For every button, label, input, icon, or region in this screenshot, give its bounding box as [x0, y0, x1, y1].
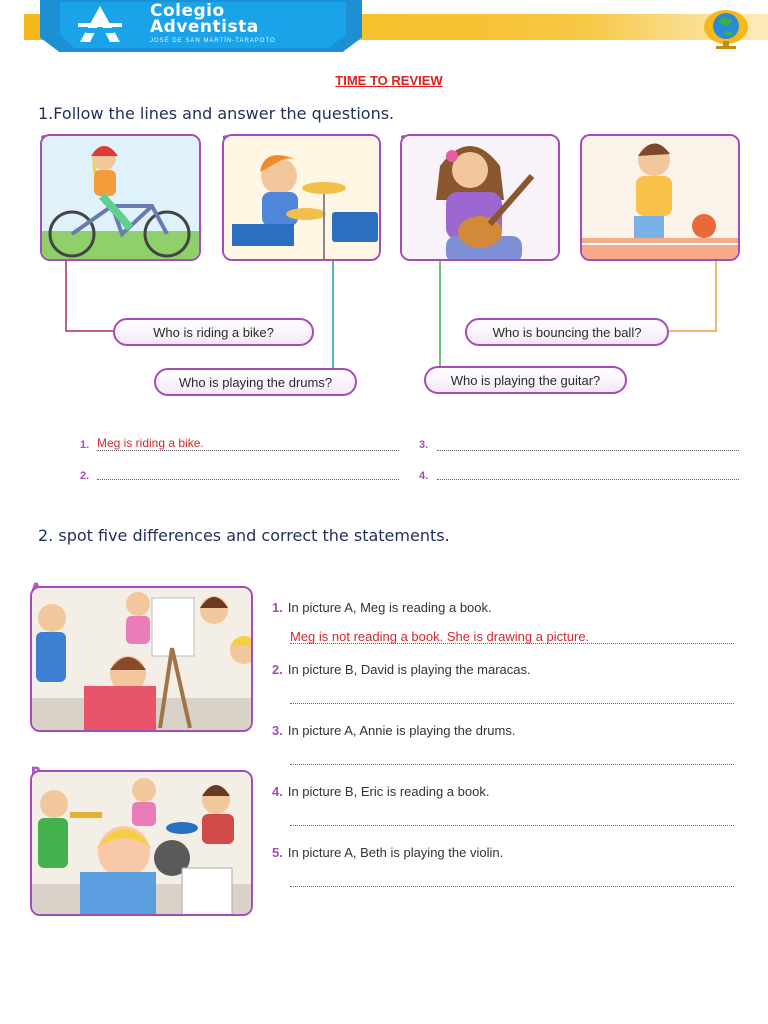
statement-answer-line-3[interactable]	[290, 764, 734, 765]
statement-number-2: 2.	[272, 662, 283, 677]
statement-answer-1: Meg is not reading a book. She is drawing a picture.	[290, 629, 590, 644]
picture-b	[30, 770, 253, 916]
statement-text-2: In picture B, David is playing the maracas.	[287, 662, 531, 677]
question-guitar: Who is playing the guitar?	[424, 366, 627, 394]
answer-number-1: 1.	[80, 439, 90, 451]
statement-number-4: 4.	[272, 784, 283, 799]
picture-a	[30, 586, 253, 732]
statement-text-4: In picture B, Eric is reading a book.	[287, 784, 490, 799]
statement-2	[272, 662, 531, 677]
statement-text-1: In picture A, Meg is reading a book.	[287, 600, 492, 615]
line-bike	[66, 261, 116, 331]
page-title: TIME TO REVIEW	[335, 73, 443, 88]
school-subtitle: JOSÉ DE SAN MARTÍN-TARAPOTO	[150, 38, 276, 44]
statement-answer-line-5[interactable]	[290, 886, 734, 887]
question-drums: Who is playing the drums?	[154, 368, 357, 396]
picture-a-illustration	[32, 588, 253, 732]
statement-4	[272, 784, 489, 799]
statement-text-3: In picture A, Annie is playing the drums.	[287, 723, 516, 738]
answer-line-3[interactable]	[437, 450, 739, 451]
line-drums	[333, 261, 356, 380]
answer-number-4: 4.	[419, 470, 429, 482]
picture-b-illustration	[32, 772, 253, 916]
answer-number-2: 2.	[80, 470, 90, 482]
statement-1	[272, 600, 492, 615]
statement-text-5: In picture A, Beth is playing the violin.	[287, 845, 504, 860]
answer-line-2[interactable]	[97, 479, 399, 480]
question-bike: Who is riding a bike?	[113, 318, 314, 346]
line-guitar	[425, 261, 440, 380]
answer-number-3: 3.	[419, 439, 429, 451]
answer-text-1: Meg is riding a bike.	[97, 436, 204, 450]
school-name-line2: Adventista	[150, 17, 259, 37]
statement-number-3: 3.	[272, 723, 283, 738]
question-ball: Who is bouncing the ball?	[465, 318, 669, 346]
line-ball	[668, 261, 716, 331]
answer-line-1[interactable]	[97, 450, 399, 451]
statement-5	[272, 845, 503, 860]
section2-heading: 2. spot five differences and correct the statements.	[38, 526, 450, 545]
section1-heading: 1.Follow the lines and answer the questions.	[38, 104, 395, 123]
statement-answer-line-2[interactable]	[290, 703, 734, 704]
statement-number-5: 5.	[272, 845, 283, 860]
statement-answer-line-1[interactable]	[290, 643, 734, 644]
statement-answer-line-4[interactable]	[290, 825, 734, 826]
statement-3	[272, 723, 515, 738]
school-name-line1: Colegio	[150, 1, 225, 21]
answer-line-4[interactable]	[437, 479, 739, 480]
statement-number-1: 1.	[272, 600, 283, 615]
